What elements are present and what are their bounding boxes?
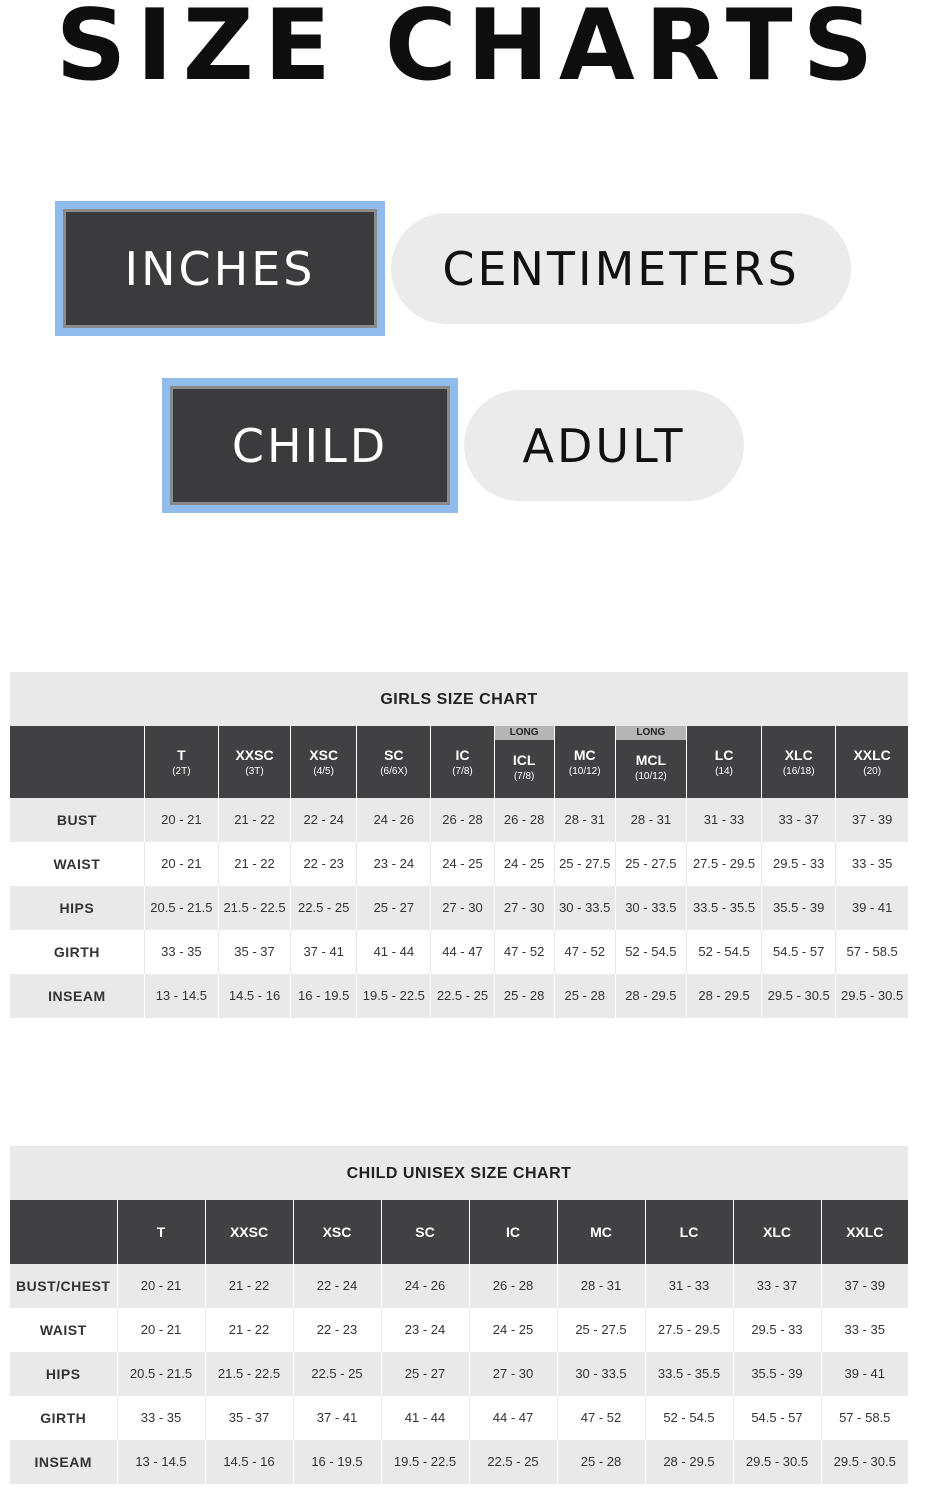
measurement-cell: 24 - 25: [431, 842, 494, 886]
measurement-cell: 35 - 37: [218, 930, 290, 974]
unisex-size-chart: [10, 1146, 908, 1484]
measurement-cell: 41 - 44: [381, 1396, 469, 1440]
size-column-header: [554, 726, 615, 798]
measurement-label: BUST: [10, 798, 144, 842]
measurement-cell: 22.5 - 25: [469, 1440, 557, 1484]
table-row: [10, 1264, 908, 1308]
measurement-cell: 25 - 28: [554, 974, 615, 1018]
measurement-cell: 20 - 21: [144, 798, 218, 842]
size-equivalent: (7/8): [452, 766, 473, 777]
measurement-cell: 26 - 28: [431, 798, 494, 842]
table-row: [10, 1308, 908, 1352]
size-equivalent: (2T): [172, 766, 191, 777]
measurement-cell: 25 - 28: [494, 974, 554, 1018]
measurement-cell: 31 - 33: [645, 1264, 733, 1308]
measurement-cell: 33 - 35: [836, 842, 908, 886]
measurement-cell: 33.5 - 35.5: [645, 1352, 733, 1396]
size-label: MCL: [635, 752, 667, 768]
size-equivalent: (10/12): [568, 766, 601, 777]
size-equivalent: (6/6X): [380, 766, 408, 777]
measurement-cell: 21.5 - 22.5: [218, 886, 290, 930]
girls-size-chart: [10, 672, 908, 1018]
size-column-header: XSC: [293, 1200, 381, 1264]
size-label: XXLC: [853, 747, 891, 763]
measurement-cell: 44 - 47: [431, 930, 494, 974]
size-column-header: [615, 726, 686, 798]
measurement-cell: 19.5 - 22.5: [381, 1440, 469, 1484]
measurement-cell: 25 - 27: [381, 1352, 469, 1396]
size-column-header: [836, 726, 908, 798]
measurement-cell: 52 - 54.5: [615, 930, 686, 974]
measurement-cell: 29.5 - 30.5: [733, 1440, 821, 1484]
size-equivalent: (4/5): [313, 766, 334, 777]
measurement-cell: 22.5 - 25: [293, 1352, 381, 1396]
measurement-cell: 25 - 28: [557, 1440, 645, 1484]
girls-size-table: [10, 726, 908, 1018]
size-column-header: MC: [557, 1200, 645, 1264]
page-title: SIZE CHARTS: [55, 0, 884, 103]
measurement-cell: 24 - 26: [357, 798, 431, 842]
measurement-cell: 47 - 52: [494, 930, 554, 974]
measurement-cell: 39 - 41: [821, 1352, 908, 1396]
measurement-cell: 28 - 31: [615, 798, 686, 842]
measurement-label: GIRTH: [10, 1396, 117, 1440]
size-column-header: XXSC: [205, 1200, 293, 1264]
size-equivalent: (3T): [245, 766, 264, 777]
measurement-cell: 14.5 - 16: [218, 974, 290, 1018]
measurement-cell: 29.5 - 30.5: [821, 1440, 908, 1484]
measurement-cell: 21.5 - 22.5: [205, 1352, 293, 1396]
size-column-header: T: [117, 1200, 205, 1264]
measurement-cell: 24 - 25: [469, 1308, 557, 1352]
measurement-cell: 41 - 44: [357, 930, 431, 974]
measurement-cell: 27 - 30: [431, 886, 494, 930]
girls-header-row: [10, 726, 908, 798]
measurement-cell: 37 - 39: [821, 1264, 908, 1308]
measurement-cell: 16 - 19.5: [293, 1440, 381, 1484]
measurement-cell: 33 - 37: [762, 798, 836, 842]
measurement-cell: 57 - 58.5: [821, 1396, 908, 1440]
measurement-cell: 28 - 29.5: [645, 1440, 733, 1484]
measurement-cell: 30 - 33.5: [554, 886, 615, 930]
size-label: XSC: [309, 747, 339, 763]
size-equivalent: (14): [715, 766, 733, 777]
size-column-header: [762, 726, 836, 798]
table-row: [10, 1352, 908, 1396]
measurement-cell: 21 - 22: [205, 1264, 293, 1308]
measurement-cell: 33 - 37: [733, 1264, 821, 1308]
measurement-cell: 16 - 19.5: [291, 974, 357, 1018]
measurement-cell: 35.5 - 39: [762, 886, 836, 930]
table-row: [10, 842, 908, 886]
measurement-cell: 27 - 30: [494, 886, 554, 930]
size-column-header: [291, 726, 357, 798]
measurement-cell: 21 - 22: [218, 842, 290, 886]
measurement-cell: 25 - 27.5: [554, 842, 615, 886]
measurement-cell: 21 - 22: [218, 798, 290, 842]
size-column-header: [144, 726, 218, 798]
size-column-header: SC: [381, 1200, 469, 1264]
measurement-cell: 29.5 - 30.5: [836, 974, 908, 1018]
measurement-cell: 20.5 - 21.5: [117, 1352, 205, 1396]
measurement-cell: 22 - 23: [293, 1308, 381, 1352]
measurement-cell: 47 - 52: [557, 1396, 645, 1440]
table-row: [10, 1396, 908, 1440]
measurement-cell: 24 - 26: [381, 1264, 469, 1308]
size-column-header: [686, 726, 761, 798]
size-equivalent: (16/18): [782, 766, 815, 777]
measurement-cell: 29.5 - 33: [733, 1308, 821, 1352]
long-tag: LONG: [616, 726, 686, 740]
measurement-cell: 21 - 22: [205, 1308, 293, 1352]
measurement-cell: 27 - 30: [469, 1352, 557, 1396]
measurement-label: WAIST: [10, 1308, 117, 1352]
measurement-cell: 20 - 21: [117, 1308, 205, 1352]
table-row: [10, 886, 908, 930]
measurement-cell: 33.5 - 35.5: [686, 886, 761, 930]
measurement-cell: 20.5 - 21.5: [144, 886, 218, 930]
unisex-chart-title: CHILD UNISEX SIZE CHART: [10, 1146, 908, 1200]
measurement-cell: 28 - 31: [557, 1264, 645, 1308]
size-column-header: [494, 726, 554, 798]
measurement-cell: 23 - 24: [357, 842, 431, 886]
size-label: XXSC: [235, 747, 274, 763]
measurement-cell: 29.5 - 30.5: [762, 974, 836, 1018]
measurement-cell: 30 - 33.5: [557, 1352, 645, 1396]
measurement-label: BUST/CHEST: [10, 1264, 117, 1308]
table-row: [10, 798, 908, 842]
measurement-cell: 35 - 37: [205, 1396, 293, 1440]
size-label: MC: [573, 747, 596, 763]
measurement-cell: 54.5 - 57: [733, 1396, 821, 1440]
size-label: IC: [455, 747, 470, 763]
centimeters-toggle-button[interactable]: CENTIMETERS: [391, 213, 851, 324]
size-column-header: [218, 726, 290, 798]
measurement-label: GIRTH: [10, 930, 144, 974]
measurement-cell: 25 - 27: [357, 886, 431, 930]
girls-chart-title: GIRLS SIZE CHART: [10, 672, 908, 726]
measurement-cell: 22 - 24: [291, 798, 357, 842]
long-tag: LONG: [495, 726, 554, 740]
measurement-cell: 54.5 - 57: [762, 930, 836, 974]
measurement-cell: 37 - 41: [291, 930, 357, 974]
measurement-cell: 19.5 - 22.5: [357, 974, 431, 1018]
inches-toggle-button[interactable]: INCHES: [63, 209, 377, 328]
size-column-header: [431, 726, 494, 798]
measurement-label: WAIST: [10, 842, 144, 886]
measurement-cell: 25 - 27.5: [557, 1308, 645, 1352]
measurement-label: HIPS: [10, 886, 144, 930]
measurement-cell: 20 - 21: [144, 842, 218, 886]
table-row: [10, 1440, 908, 1484]
table-row: [10, 930, 908, 974]
measurement-cell: 52 - 54.5: [645, 1396, 733, 1440]
measurement-cell: 44 - 47: [469, 1396, 557, 1440]
measurement-cell: 27.5 - 29.5: [686, 842, 761, 886]
measurement-cell: 31 - 33: [686, 798, 761, 842]
size-label: XLC: [784, 747, 813, 763]
size-label: T: [177, 747, 186, 763]
size-label: ICL: [512, 752, 536, 768]
measurement-cell: 57 - 58.5: [836, 930, 908, 974]
size-equivalent: (10/12): [635, 771, 667, 782]
size-column-header: LC: [645, 1200, 733, 1264]
unisex-header-row: [10, 1200, 908, 1264]
measurement-cell: 23 - 24: [381, 1308, 469, 1352]
header-corner-cell: [10, 1200, 117, 1264]
measurement-cell: 26 - 28: [469, 1264, 557, 1308]
measurement-cell: 24 - 25: [494, 842, 554, 886]
measurement-cell: 33 - 35: [821, 1308, 908, 1352]
size-column-header: XLC: [733, 1200, 821, 1264]
measurement-cell: 25 - 27.5: [615, 842, 686, 886]
measurement-cell: 22.5 - 25: [431, 974, 494, 1018]
measurement-cell: 30 - 33.5: [615, 886, 686, 930]
measurement-label: INSEAM: [10, 1440, 117, 1484]
size-equivalent: (20): [863, 766, 882, 777]
measurement-cell: 47 - 52: [554, 930, 615, 974]
measurement-label: HIPS: [10, 1352, 117, 1396]
child-toggle-button[interactable]: CHILD: [170, 386, 450, 505]
measurement-cell: 28 - 29.5: [615, 974, 686, 1018]
measurement-label: INSEAM: [10, 974, 144, 1018]
measurement-cell: 22.5 - 25: [291, 886, 357, 930]
measurement-cell: 13 - 14.5: [144, 974, 218, 1018]
table-row: [10, 974, 908, 1018]
measurement-cell: 29.5 - 33: [762, 842, 836, 886]
measurement-cell: 28 - 29.5: [686, 974, 761, 1018]
measurement-cell: 28 - 31: [554, 798, 615, 842]
header-corner-cell: [10, 726, 144, 798]
size-label: SC: [384, 747, 404, 763]
measurement-cell: 22 - 23: [291, 842, 357, 886]
size-column-header: [357, 726, 431, 798]
measurement-cell: 39 - 41: [836, 886, 908, 930]
measurement-cell: 33 - 35: [117, 1396, 205, 1440]
measurement-cell: 26 - 28: [494, 798, 554, 842]
measurement-cell: 52 - 54.5: [686, 930, 761, 974]
measurement-cell: 37 - 41: [293, 1396, 381, 1440]
measurement-cell: 13 - 14.5: [117, 1440, 205, 1484]
adult-toggle-button[interactable]: ADULT: [464, 390, 744, 501]
size-equivalent: (7/8): [513, 771, 535, 782]
size-label: LC: [714, 747, 734, 763]
measurement-cell: 14.5 - 16: [205, 1440, 293, 1484]
measurement-cell: 33 - 35: [144, 930, 218, 974]
unisex-size-table: [10, 1200, 908, 1484]
measurement-cell: 27.5 - 29.5: [645, 1308, 733, 1352]
size-column-header: XXLC: [821, 1200, 908, 1264]
measurement-cell: 37 - 39: [836, 798, 908, 842]
measurement-cell: 22 - 24: [293, 1264, 381, 1308]
size-column-header: IC: [469, 1200, 557, 1264]
measurement-cell: 35.5 - 39: [733, 1352, 821, 1396]
measurement-cell: 20 - 21: [117, 1264, 205, 1308]
